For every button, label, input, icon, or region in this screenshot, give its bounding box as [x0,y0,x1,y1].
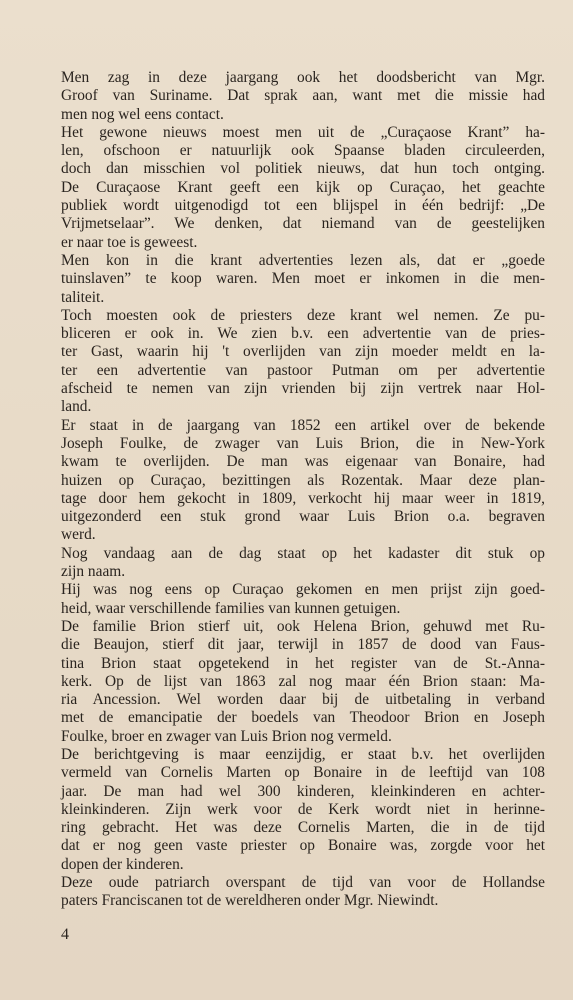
text-line: dopen der kinderen. [61,855,184,873]
text-line: Groof van Suriname. Dat sprak aan, want met die missie had [61,87,545,105]
text-line: publiek wordt uitgenodigd tot een blijspel in één bedrijf: „De [61,197,545,215]
text-line: uitgezonderd een stuk grond waar Luis Brion o.a. begraven [61,508,545,526]
text-line: ter een advertentie van pastoor Putman om per advertentie [61,361,545,379]
text-line: ria Ancession. Wel worden daar bij de uitbetaling in verband [61,691,545,709]
text-line: Nog vandaag aan de dag staat op het kadaster dit stuk op [61,544,545,562]
text-line: Toch moesten ook de priesters deze krant wel nemen. Ze pu- [61,306,545,324]
body-text [61,69,545,911]
text-line: tage door hem gekocht in 1809, verkocht hij maar weer in 1819, [61,489,545,507]
text-line: ter Gast, waarin hij 't overlijden van zijn moeder meldt en la- [61,343,545,361]
text-line: zijn naam. [61,563,126,581]
text-line: jaar. De man had wel 300 kinderen, kleinkinderen en achter- [61,782,545,800]
text-line: dat er nog geen vaste priester op Bonaire was, zorgde voor het [61,837,545,855]
text-line: werd. [61,526,96,544]
text-line: paters Franciscanen tot de wereldheren onder Mgr. Niewindt. [61,892,439,910]
text-line: doch dan misschien vol politiek nieuws, dat hun toch ontging. [61,160,545,178]
text-line: tuinslaven” te koop waren. Men moet er inkomen in die men- [61,270,545,288]
text-line: kleinkinderen. Zijn werk voor de Kerk wordt niet in herinne- [61,800,545,818]
text-line: Men kon in die krant advertenties lezen als, dat er „goede [61,251,545,269]
text-line: land. [61,398,92,416]
text-line: Foulke, broer en zwager van Luis Brion nog vermeld. [61,727,392,745]
text-line: vermeld van Cornelis Marten op Bonaire in de leeftijd van 108 [61,764,545,782]
text-line: met de emancipatie der boedels van Theodoor Brion en Joseph [61,709,545,727]
text-line: men nog wel eens contact. [61,105,224,123]
page-number: 4 [61,926,69,943]
text-line: De Curaçaose Krant geeft een kijk op Curaçao, het geachte [61,178,545,196]
text-line: Deze oude patriarch overspant de tijd van voor de Hollandse [61,874,545,892]
text-line: ring gebracht. Het was deze Cornelis Marten, die in de tijd [61,819,545,837]
text-line: De berichtgeving is maar eenzijdig, er staat b.v. het overlijden [61,745,545,763]
text-line: len, ofschoon er natuurlijk ook Spaanse bladen circuleerden, [61,142,545,160]
text-line: heid, waar verschillende families van kunnen getuigen. [61,599,401,617]
text-line: afscheid te nemen van zijn vrienden bij zijn vertrek naar Hol- [61,380,545,398]
text-line: huizen op Curaçao, bezittingen als Rozentak. Maar deze plan- [61,471,545,489]
text-line: die Beaujon, stierf dit jaar, terwijl in 1857 de dood van Faus- [61,636,545,654]
text-line: Men zag in deze jaargang ook het doodsbericht van Mgr. [61,69,545,86]
text-line: Hij was nog eens op Curaçao gekomen en men prijst zijn goed- [61,581,545,599]
text-line: Vrijmetselaar”. We denken, dat niemand van de geestelijken [61,215,545,233]
text-line: Er staat in de jaargang van 1852 een artikel over de bekende [61,416,545,434]
text-line: kwam te overlijden. De man was eigenaar van Bonaire, had [61,453,545,471]
text-line: bliceren er ook in. We zien b.v. een advertentie van de pries- [61,325,545,343]
text-line: Joseph Foulke, de zwager van Luis Brion, die in New-York [61,434,545,452]
text-line: De familie Brion stierf uit, ook Helena Brion, gehuwd met Ru- [61,617,545,635]
text-line: er naar toe is geweest. [61,233,198,251]
text-line: kerk. Op de lijst van 1863 zal nog maar één Brion staan: Ma- [61,672,545,690]
text-line: taliteit. [61,288,105,306]
text-line: tina Brion staat opgetekend in het register van de St.-Anna- [61,654,545,672]
text-line: Het gewone nieuws moest men uit de „Curaçaose Krant” ha- [61,123,545,141]
